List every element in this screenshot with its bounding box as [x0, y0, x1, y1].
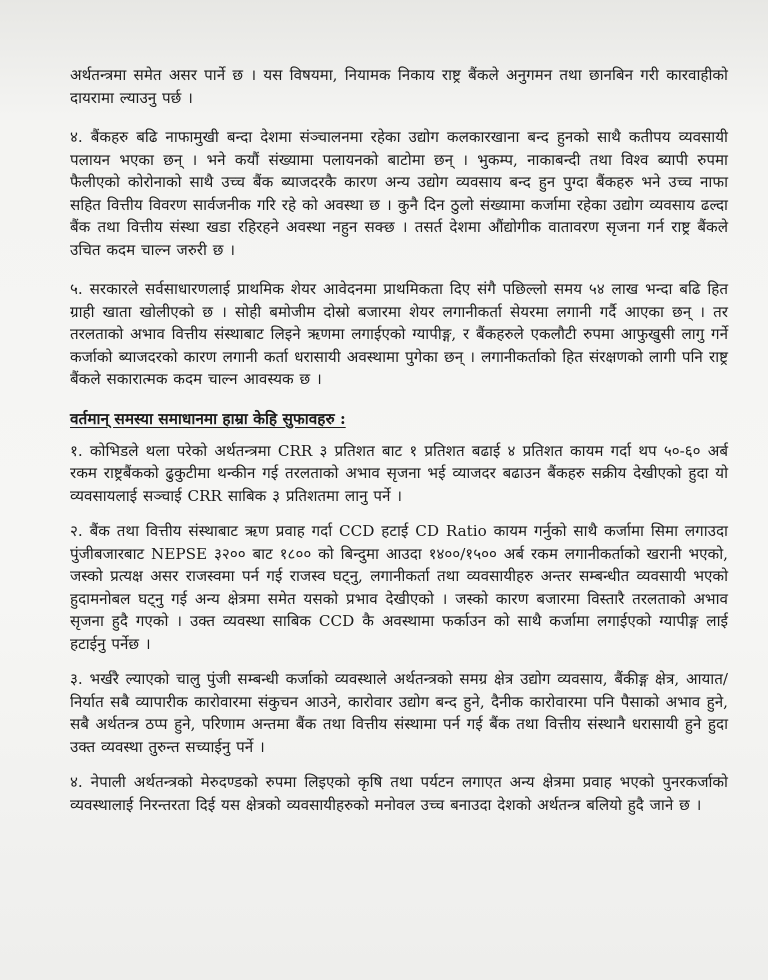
paragraph-continuation: अर्थतन्त्रमा समेत असर पार्ने छ । यस विषयमा, नियामक निकाय राष्ट्र बैंकले अनुगमन तथा छानबिन गरी कारवाहीको दायरामा ल्याउनु पर्छ । — [70, 66, 728, 107]
section-heading-suggestions: वर्तमान् समस्या समाधानमा हाम्रा केहि सुफावहरु : — [70, 409, 346, 428]
suggestion-2-ccd: २. बैंक तथा वित्तीय संस्थाबाट ऋण प्रवाह गर्दा CCD हटाई CD Ratio कायम गर्नुको साथै कर्जामा सिमा लगाउदा पुंजीबजारबाट NEPSE ३२०० बाट १८०० को बिन्दुमा आउदा १४००/१५०० अर्ब रकम लगानीकर्ताको खरानी भएको, जस्को प्रत्यक्ष असर राजस्वमा पर्न गई राजस्व घट्नु, लगानीकर्ता तथा व्यवसायीहरु अन्तर सम्बन्धीत व्यवसायी भएको हुदामनोबल घट्नु गई अन्य क्षेत्रमा समेत यसको प्रभाव देखीएको । जस्को कारण बजारमा विस्तारै तरलताको अभाव सृजना हुदै गएको । उक्त व्यवस्था साबिक CCD कै अवस्थामा फर्काउन को साथै कर्जामा लगाईएको ग्यापीङ्ग लाई हटाईनु पर्नेछ । — [70, 522, 728, 653]
paragraph-point-4-banks-profit: ४. बैंकहरु बढि नाफामुखी बन्दा देशमा संञ्चालनमा रहेका उद्योग कलकारखाना बन्द हुनको साथै कतीपय व्यवसायी पलायन भएका छन् । भने कयौं संख्यामा पलायनको बाटोमा छन् । भुकम्प, नाकाबन्दी तथा विश्व ब्यापी रुपमा फैलीएको कोरोनाको साथै उच्च बैंक ब्याजदरकै कारण अन्य उद्योग व्यवसाय बन्द हुन पुग्दा बैंकहरु भने उच्च नाफा सहित वित्तीय विवरण सार्वजनीक गरि रहे को अवस्था छ । कुनै दिन ठुलो संख्यामा कर्जामा रहेका उद्योग व्यवसाय ढल्दा बैंक तथा वित्तीय संस्था खडा रहिरहने अवस्था नहुन सक्छ । तसर्त देशमा औंद्योगीक वातावरण सृजना गर्न राष्ट्र बैंकले उचित कदम चाल्न जरुरी छ । — [70, 128, 728, 259]
suggestion-1-crr: १. कोभिडले थला परेको अर्थतन्त्रमा CRR ३ प्रतिशत बाट १ प्रतिशत बढाई ४ प्रतिशत कायम गर्दा थप ५०-६० अर्ब रकम राष्ट्रबैंकको ढुकुटीमा थन्कीन गई तरलताको अभाव सृजना भई व्याजदर बढाउन बैंकहरु सक्रीय देखीएको हुदा यो व्यवसायलाई सञ्चाई CRR साबिक ३ प्रतिशतमा लानु पर्ने । — [70, 441, 728, 505]
paragraph-point-5-share-investors: ५. सरकारले सर्वसाधारणलाई प्राथमिक शेयर आवेदनमा प्राथमिकता दिए संगै पछिल्लो समय ५४ लाख भन्दा बढि हित ग्राही खाता खोलीएको छ । सोही बमोजीम दोस्रो बजारमा शेयर लगानीकर्ता सेयरमा लगानी गर्दै आएका छन् । तर तरलताको अभाव वित्तीय संस्थाबाट लिइने ऋणमा लगाईएको ग्यापीङ्ग, र बैंकहरुले एकलौटी रुपमा आफुखुसी लागु गर्ने कर्जाको ब्याजदरको कारण लगानी कर्ता धरासायी अवस्थामा पुगेका छन् । लगानीकर्ताको हित संरक्षणको लागी पनि राष्ट्र बैंकले सकारात्मक कदम चाल्न आवस्यक छ । — [70, 280, 728, 388]
suggestion-4-refinance: ४. नेपाली अर्थतन्त्रको मेरुदण्डको रुपमा लिइएको कृषि तथा पर्यटन लगाएत अन्य क्षेत्रमा प्रवाह भएको पुनरकर्जाको व्यवस्थालाई निरन्तरता दिई यस क्षेत्रको व्यवसायीहरुको मनोवल उच्च बनाउदा देशको अर्थतन्त्र बलियो हुदै जाने छ । — [70, 773, 728, 814]
suggestion-3-working-capital: ३. भर्खरै ल्याएको चालु पुंजी सम्बन्धी कर्जाको व्यवस्थाले अर्थतन्त्रको समग्र क्षेत्र उद्योग व्यवसाय, बैंकीङ्ग क्षेत्र, आयात/निर्यात सबै व्यापारीक कारोवारमा संकुचन आउने, कारोवार उद्योग बन्द हुने, दैनीक कारोवारमा पनि पैसाको अभाव हुने, सबै अर्थतन्त्र ठप्प हुने, परिणाम अन्तमा बैंक तथा वित्तीय संस्थामा पर्न गई बैंक तथा वित्तीय संस्थानै धरासायी हुने हुदा उक्त व्यवस्था तुरुन्त सच्याईनु पर्ने । — [70, 670, 728, 756]
